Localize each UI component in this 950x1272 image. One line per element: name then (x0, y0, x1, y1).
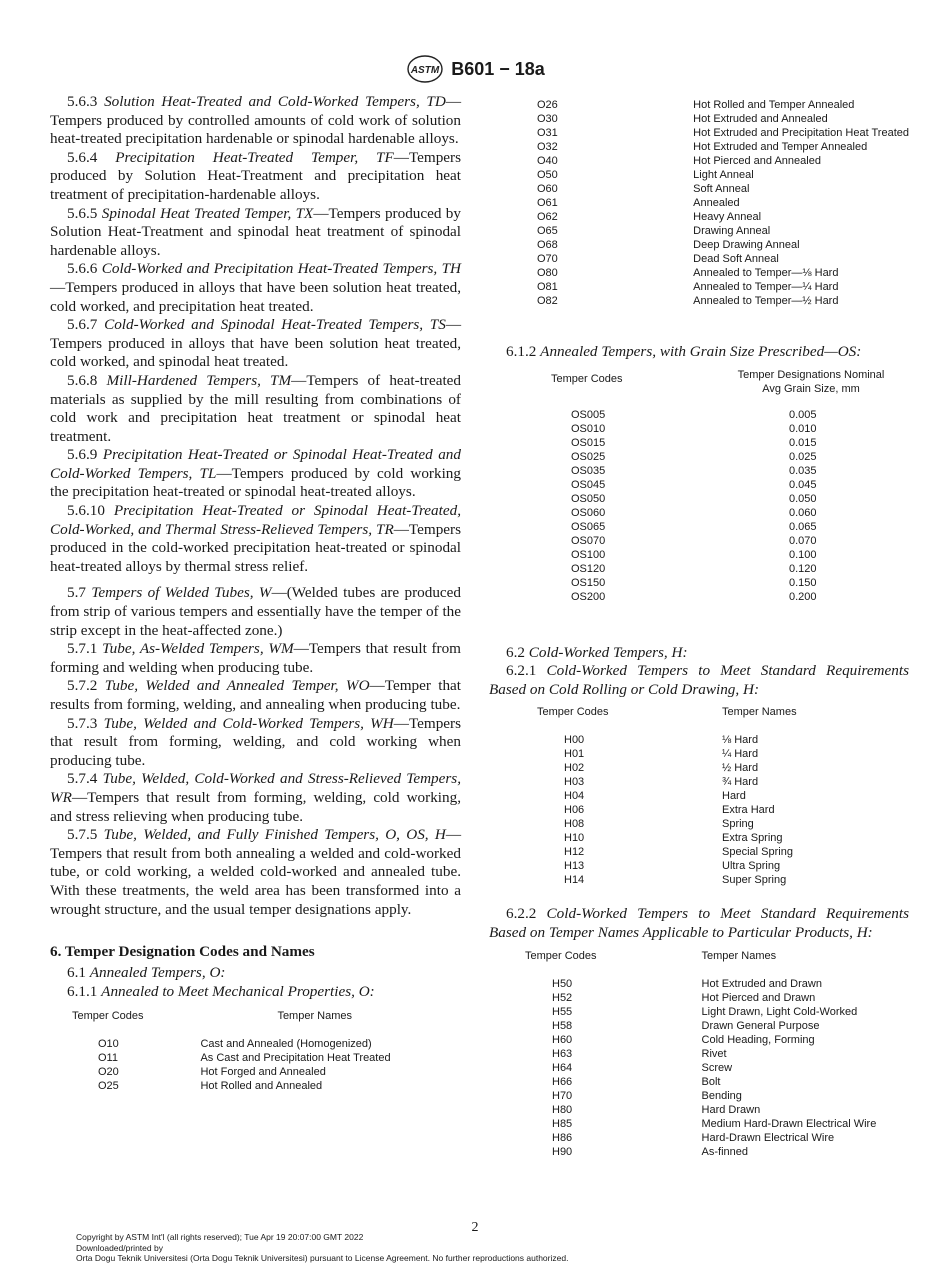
section-number: 6.2 (506, 643, 525, 661)
temper-code: O60 (537, 183, 558, 195)
table-h2 (525, 949, 909, 1159)
column-header: Temper Codes (525, 949, 597, 962)
copyright-footer (76, 1232, 568, 1264)
temper-code: H10 (564, 832, 585, 845)
column-header-line: Avg Grain Size, mm (762, 382, 860, 395)
section-number: 5.6.3 (67, 93, 98, 110)
temper-code: OS035 (571, 464, 606, 477)
section-number: 6.2.1 (506, 662, 537, 680)
table-row (525, 1047, 909, 1061)
temper-code: H86 (552, 1131, 573, 1144)
section-6-2-2 (489, 905, 909, 942)
paragraph-text: —Tempers produced in alloys that have been solution heat treated, cold worked, and spinodal heat treated. (50, 316, 462, 371)
table-row (489, 280, 909, 294)
left-paragraphs (50, 93, 461, 919)
table-row (551, 548, 901, 562)
astm-logo-icon (405, 54, 445, 84)
section-title: Tube, Welded, and Fully Finished Tempers, O, OS, H (103, 826, 446, 844)
temper-code: H04 (564, 790, 585, 803)
table-row (525, 977, 909, 991)
section-number: 5.6.6 (67, 260, 98, 278)
standard-designation: B601 − 18a (451, 58, 545, 79)
section-title: Solution Heat-Treated and Cold-Worked Tempers, TD (104, 93, 446, 110)
table-row (551, 590, 901, 604)
paragraph (50, 715, 461, 771)
temper-code: H03 (564, 776, 585, 789)
table-row (525, 1117, 909, 1131)
paragraph-text: —Tempers produced by cold working the precipitation heat-treated or spinodal heat-treated alloys. (50, 464, 461, 501)
table-row (551, 534, 901, 548)
section-number: 5.7.4 (67, 770, 98, 788)
temper-code: O40 (537, 155, 558, 167)
table-row (525, 991, 909, 1005)
section-title: Tube, Welded, Cold-Worked and Stress-Relieved Tempers, WR (50, 770, 461, 806)
table-row (537, 733, 902, 747)
temper-name: Hot Forged and Annealed (200, 1066, 326, 1079)
section-number: 5.7.1 (67, 640, 98, 658)
temper-name: Drawn General Purpose (701, 1019, 820, 1032)
temper-code: O26 (537, 99, 558, 111)
section-title: Tube, Welded and Annealed Temper, WO (104, 677, 370, 695)
table-row (537, 761, 902, 775)
paragraph (50, 260, 461, 316)
paragraph-text: —(Welded tubes are produced from strip of various tempers and essentially have the temper of the strip except in the heat-affected zone.) (50, 584, 461, 639)
temper-code: O61 (537, 197, 558, 209)
temper-name: Super Spring (722, 874, 787, 887)
section-title: Spinodal Heat Treated Temper, TX (101, 204, 314, 222)
temper-name: Annealed to Temper—¼ Hard (693, 281, 839, 293)
temper-code: H58 (552, 1019, 573, 1032)
section-6-2 (489, 644, 909, 663)
table-row (489, 140, 909, 154)
section-number: 5.7.5 (67, 826, 98, 844)
temper-name: ½ Hard (722, 762, 759, 775)
section-number: 5.6.5 (67, 204, 98, 222)
temper-code: O10 (98, 1038, 119, 1051)
column-header: Temper Codes (72, 1010, 144, 1023)
temper-name: Annealed (693, 197, 740, 209)
footer-line: Copyright by ASTM Int'l (all rights reserved); Tue Apr 19 20:07:00 GMT 2022 (76, 1232, 364, 1242)
temper-code: OS015 (571, 436, 606, 449)
temper-code: H50 (552, 977, 573, 990)
paragraph-text: —Tempers that result from forming, welding, cold working, and stress relieving when producing tube. (50, 788, 461, 825)
table-row (551, 450, 901, 464)
temper-code: O62 (537, 211, 558, 223)
section-number: 5.6.8 (67, 371, 98, 389)
temper-code: O32 (537, 141, 558, 153)
temper-name: Hot Pierced and Drawn (701, 991, 816, 1004)
temper-code: H13 (564, 860, 585, 873)
table-row (489, 154, 909, 168)
temper-name: Rivet (701, 1047, 727, 1060)
table-row (551, 408, 901, 422)
section-title: Cold-Worked Tempers to Meet Standard Requirements Based on Temper Names Applicable to Particular Products, H: (489, 905, 909, 941)
temper-code: OS120 (571, 562, 606, 575)
table-row (551, 506, 901, 520)
page-header (0, 54, 950, 89)
section-title: Cold-Worked Tempers, H: (528, 643, 688, 661)
section-number: 5.7.3 (67, 714, 98, 732)
temper-name: Hard-Drawn Electrical Wire (701, 1131, 835, 1144)
temper-name: Light Anneal (693, 169, 754, 181)
temper-name: 0.010 (789, 422, 817, 435)
paragraph (50, 677, 461, 714)
temper-name: 0.035 (789, 464, 817, 477)
section-title: Tube, Welded and Cold-Worked Tempers, WH (103, 714, 394, 732)
section-number: 5.7 (67, 584, 86, 602)
section-title: Cold-Worked and Spinodal Heat-Treated Tempers, TS (104, 316, 446, 334)
temper-code: H52 (552, 991, 573, 1004)
table-row (489, 238, 909, 252)
temper-code: O11 (98, 1052, 118, 1065)
paragraph (50, 584, 461, 640)
section-title: Precipitation Heat-Treated or Spinodal Heat-Treated, Cold-Worked, and Thermal Stress-Relieved Tempers, TR (50, 502, 461, 538)
page-number: 2 (471, 1220, 479, 1235)
temper-name: 0.065 (789, 520, 817, 533)
table-row (551, 464, 901, 478)
paragraph-text: —Tempers produced by Solution Heat-Treatment and spinodal heat treatment of spinodal hardenable alloys. (50, 204, 461, 259)
paragraph (50, 316, 461, 372)
section-title: Annealed Tempers, O: (89, 964, 226, 982)
temper-name: Screw (701, 1061, 733, 1074)
section-6-1-2 (489, 343, 909, 362)
temper-name: As-finned (701, 1145, 748, 1158)
section-number: 5.6.4 (67, 148, 98, 166)
temper-code: H00 (564, 734, 585, 747)
section-number: 6.1 (67, 964, 86, 982)
table-h1 (537, 705, 902, 887)
section-number: 6.1.1 (67, 982, 98, 1000)
temper-name: Hot Extruded and Temper Annealed (693, 141, 868, 153)
section-title: Cold-Worked and Precipitation Heat-Treated Tempers, TH (101, 260, 462, 278)
temper-name: 0.045 (789, 478, 817, 491)
paragraph (50, 205, 461, 261)
table-row (551, 576, 901, 590)
temper-code: H12 (564, 846, 585, 859)
table-row (551, 520, 901, 534)
section-number: 5.6.10 (67, 502, 105, 520)
temper-name: Special Spring (722, 846, 793, 859)
temper-name: 0.015 (789, 436, 817, 449)
temper-name: 0.150 (789, 576, 817, 589)
temper-code: H08 (564, 818, 585, 831)
section-title: Annealed to Meet Mechanical Properties, O: (101, 982, 375, 1000)
table-row (551, 436, 901, 450)
section-number: 6.2.2 (506, 905, 537, 923)
section-6-1 (50, 964, 461, 983)
table-row (489, 252, 909, 266)
temper-name: Bending (701, 1089, 742, 1102)
table-row (489, 126, 909, 140)
temper-code: O30 (537, 113, 558, 125)
temper-name: 0.005 (789, 408, 817, 421)
section-title: Mill-Hardened Tempers, TM (106, 371, 292, 389)
temper-name: Extra Spring (722, 832, 783, 845)
table-row (551, 478, 901, 492)
temper-code: O81 (537, 281, 558, 293)
temper-name: Soft Anneal (693, 183, 750, 195)
temper-code: O70 (537, 253, 558, 265)
paragraph (50, 502, 461, 576)
section-title: Cold-Worked Tempers to Meet Standard Requirements Based on Cold Rolling or Cold Drawing, H: (489, 662, 909, 698)
table-row (537, 845, 902, 859)
temper-name: As Cast and Precipitation Heat Treated (200, 1052, 391, 1065)
temper-code: H01 (564, 748, 585, 761)
temper-name: Medium Hard-Drawn Electrical Wire (701, 1117, 877, 1130)
temper-code: O20 (98, 1066, 119, 1079)
paragraph-text: —Tempers produced in alloys that have been solution heat treated, cold worked, and precipitation heat treated. (50, 278, 461, 315)
table-row (489, 98, 909, 112)
temper-name: Hot Pierced and Annealed (693, 155, 821, 167)
left-column (50, 93, 461, 1093)
column-header: Temper Names (277, 1010, 353, 1023)
table-row (489, 182, 909, 196)
temper-code: O68 (537, 239, 558, 251)
section-number: 5.7.2 (67, 677, 98, 695)
temper-name: 0.050 (789, 492, 817, 505)
paragraph-text: —Tempers that result from forming and welding when producing tube. (50, 640, 461, 676)
temper-code: OS150 (571, 576, 606, 589)
section-title: Tempers of Welded Tubes, W (91, 584, 272, 602)
temper-name: Hot Extruded and Annealed (693, 113, 828, 125)
temper-name: ¼ Hard (722, 748, 759, 761)
paragraph-text: —Tempers that result from forming, welding, and cold working when producing tube. (50, 714, 462, 769)
table-row (537, 831, 902, 845)
column-header: Temper Names (722, 706, 797, 719)
temper-name: 0.120 (789, 562, 817, 575)
temper-name: 0.100 (789, 548, 817, 561)
temper-code: O25 (98, 1080, 119, 1093)
temper-code: H02 (564, 762, 585, 775)
footer-line: Downloaded/printed by (76, 1242, 163, 1253)
paragraph-text: —Tempers produced by controlled amounts of cold work of solution heat-treated precipitation hardenable or spinodal hardenable alloys. (50, 93, 462, 148)
column-header (721, 368, 901, 396)
temper-name: Spring (722, 818, 754, 831)
temper-code: OS065 (571, 520, 606, 533)
temper-code: H90 (552, 1145, 573, 1158)
temper-name: ⅛ Hard (722, 734, 759, 747)
table-row (525, 1005, 909, 1019)
section-6-2-1 (489, 662, 909, 699)
temper-name: Hot Rolled and Annealed (200, 1080, 323, 1093)
table-row (50, 1051, 461, 1065)
table-o-left (50, 1009, 461, 1093)
column-header: Temper Codes (537, 706, 609, 719)
table-row (525, 1145, 909, 1159)
temper-name: Cold Heading, Forming (701, 1033, 815, 1046)
column-header: Temper Codes (551, 372, 623, 385)
temper-name: Deep Drawing Anneal (693, 239, 800, 251)
temper-name: ¾ Hard (722, 776, 759, 789)
section-number: 5.6.7 (67, 316, 98, 334)
temper-name: Dead Soft Anneal (693, 253, 779, 265)
temper-name: 0.200 (789, 590, 817, 603)
svg-text:ASTM: ASTM (411, 65, 440, 76)
temper-name: Extra Hard (722, 804, 775, 817)
temper-code: O80 (537, 267, 558, 279)
paragraph (50, 640, 461, 677)
temper-code: H55 (552, 1005, 573, 1018)
temper-code: OS070 (571, 534, 606, 547)
table-row (525, 1033, 909, 1047)
table-row (537, 873, 902, 887)
section-6-1-1 (50, 983, 461, 1002)
temper-name: Hot Extruded and Drawn (701, 977, 822, 990)
table-row (525, 1061, 909, 1075)
paragraph (50, 446, 461, 502)
paragraph-text: —Tempers produced in the cold-worked precipitation heat-treated or spinodal heat-treated alloys by thermal stress relief. (50, 520, 461, 575)
paragraph (50, 93, 461, 149)
temper-name: 0.025 (789, 450, 817, 463)
table-row (537, 789, 902, 803)
section-6-heading: 6. Temper Designation Codes and Names (50, 943, 315, 961)
temper-code: OS100 (571, 548, 606, 561)
paragraph (50, 826, 461, 919)
table-row (525, 1019, 909, 1033)
table-row (537, 747, 902, 761)
temper-code: H06 (564, 804, 585, 817)
paragraph (50, 770, 461, 826)
temper-name: Hard Drawn (701, 1103, 761, 1116)
temper-name: Hard (722, 790, 746, 803)
temper-code: O50 (537, 169, 558, 181)
temper-code: OS060 (571, 506, 606, 519)
temper-code: H66 (552, 1075, 573, 1088)
temper-name: Ultra Spring (722, 860, 781, 873)
section-number: 6.1.2 (506, 343, 537, 360)
table-row (489, 294, 909, 308)
temper-name: Heavy Anneal (693, 211, 762, 223)
temper-name: Drawing Anneal (693, 225, 771, 237)
table-row (551, 422, 901, 436)
table-os (551, 368, 901, 604)
paragraph-text: —Tempers of heat-treated materials as supplied by the mill resulting from combinations of cold work and precipitation heat treatment or spinodal heat treatment. (50, 371, 461, 445)
table-row (537, 775, 902, 789)
section-title: Precipitation Heat-Treated Temper, TF (115, 148, 394, 166)
column-header-line: Temper Designations Nominal (737, 368, 885, 381)
temper-code: H85 (552, 1117, 573, 1130)
temper-code: H70 (552, 1089, 573, 1102)
temper-code: OS025 (571, 450, 606, 463)
temper-name: Hot Extruded and Precipitation Heat Treated (693, 127, 909, 139)
table-row (489, 196, 909, 210)
temper-code: O82 (537, 295, 558, 307)
table-row (50, 1037, 461, 1051)
temper-code: OS050 (571, 492, 606, 505)
column-header: Temper Names (701, 949, 777, 962)
table-row (525, 1089, 909, 1103)
temper-code: H63 (552, 1047, 573, 1060)
table-o-right (489, 98, 909, 308)
temper-name: 0.070 (789, 534, 817, 547)
temper-code: O65 (537, 225, 558, 237)
table-row (489, 266, 909, 280)
section-title: Precipitation Heat-Treated or Spinodal Heat-Treated and Cold-Worked Tempers, TL (50, 446, 461, 482)
temper-name: Annealed to Temper—½ Hard (693, 295, 839, 307)
table-row (537, 859, 902, 873)
table-row (489, 224, 909, 238)
temper-code: OS045 (571, 478, 606, 491)
paragraph-text: —Tempers produced by Solution Heat-Treatment and precipitation heat treatment of precipitation-hardenable alloys. (50, 148, 462, 203)
footer-line: Orta Dogu Teknik Universitesi (Orta Dogu Teknik Universitesi) pursuant to License Agreement. No further reproductions authorized. (76, 1253, 569, 1263)
table-row (525, 1131, 909, 1145)
table-row (50, 1079, 461, 1093)
table-row (551, 492, 901, 506)
temper-name: Light Drawn, Light Cold-Worked (701, 1005, 858, 1018)
paragraph (50, 149, 461, 205)
temper-name: 0.060 (789, 506, 817, 519)
paragraph-text: —Temper that results from forming, welding, and annealing when producing tube. (50, 677, 462, 713)
table-row (537, 817, 902, 831)
table-row (537, 803, 902, 817)
temper-code: H80 (552, 1103, 573, 1116)
table-row (525, 1075, 909, 1089)
temper-code: O31 (537, 127, 558, 139)
section-title: Tube, As-Welded Tempers, WM (102, 640, 294, 658)
section-number: 5.6.9 (67, 446, 98, 464)
right-column (489, 98, 909, 1159)
temper-code: H60 (552, 1033, 573, 1046)
temper-name: Annealed to Temper—⅛ Hard (693, 267, 839, 279)
paragraph-text: —Tempers that result from both annealing a welded and cold-worked tube, or cold working, a welded cold-worked and annealed tube. With these treatments, the weld area has been transformed into a wrought structure, and the usual temper designations apply. (50, 826, 461, 918)
table-row (489, 168, 909, 182)
temper-name: Cast and Annealed (Homogenized) (200, 1038, 372, 1051)
temper-code: H64 (552, 1061, 573, 1074)
table-row (525, 1103, 909, 1117)
temper-code: OS010 (571, 422, 606, 435)
temper-name: Bolt (701, 1075, 721, 1088)
paragraph (50, 372, 461, 446)
table-row (50, 1065, 461, 1079)
table-row (489, 210, 909, 224)
temper-name: Hot Rolled and Temper Annealed (693, 99, 855, 111)
table-row (489, 112, 909, 126)
temper-code: OS005 (571, 408, 606, 421)
temper-code: H14 (564, 874, 585, 887)
table-row (551, 562, 901, 576)
temper-code: OS200 (571, 590, 606, 603)
section-title: Annealed Tempers, with Grain Size Prescribed—OS: (540, 343, 862, 360)
